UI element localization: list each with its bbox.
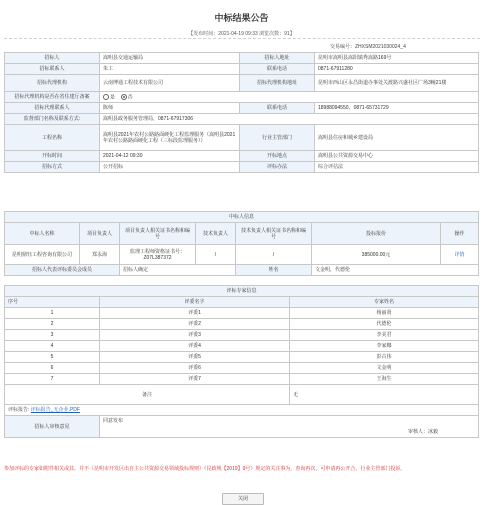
judge-name: 评委1 [100,308,290,319]
expert-name: 李家娜 [290,341,479,352]
value-industry-dept: 嵩明县住房和城乡建设局 [315,125,479,151]
table-row [5,341,479,352]
value-tender-method: 公开招标 [100,162,240,173]
close-button[interactable]: 关闭 [222,493,264,505]
winner-section-title: 中标人信息 [5,212,479,223]
judge-name: 评委6 [100,363,290,374]
col-judge: 评委名字 [100,297,290,308]
expert-seq: 3 [5,330,100,341]
judge-name: 评委3 [100,330,290,341]
label-agency-contact: 招标代理联系人 [5,103,100,114]
experts-table [4,285,479,438]
table-row [5,363,479,374]
winner-leader-cert: 监理工程师资格证书号：Z07L387372 [120,245,196,265]
radio-no[interactable] [121,94,127,100]
radio-yes-label: 是 [110,94,116,101]
label-tenderer: 招标人 [5,53,100,64]
value-opinion: 同意发布 [103,418,124,424]
page-title: 中标结果公告 [214,13,269,23]
col-seq: 序号 [5,297,100,308]
label-tender-method: 招标方式 [5,162,100,173]
winner-tech-leader: / [196,245,236,265]
label-agency-registered: 招标代理机构是否在省住建厅备案 [5,92,100,103]
label-agency: 招标代理机构 [5,75,100,92]
col-project-leader: 项目负责人 [80,223,120,245]
table-row [5,330,479,341]
label-rep-name: 姓名 [236,265,312,276]
winner-table [4,211,479,276]
winner-name: 昆明鼎钰工程咨询有限公司 [5,245,80,265]
expert-seq: 1 [5,308,100,319]
table-row [5,374,479,385]
expert-name: 文金明 [290,363,479,374]
value-phone: 0871-67911280 [315,64,479,75]
value-agency: 云南博通工程技术有限公司 [100,75,240,92]
expert-name: 李美君 [290,330,479,341]
auditor-name: 冰毅 [428,429,439,435]
trade-code: 交易编号：ZHXSM2021030024_4 [330,44,406,50]
table-row [5,319,479,330]
radio-no-label: 否 [127,94,133,101]
judge-name: 评委4 [100,341,290,352]
label-eval-method: 评标办法 [240,162,315,173]
winner-tech-cert: / [236,245,312,265]
table-row [5,352,479,363]
judge-name: 评委2 [100,319,290,330]
value-opening-place: 嵩明县公共资源交易中心 [315,151,479,162]
label-project-name: 工程名称 [5,125,100,151]
report-label: 评标报告: [8,407,30,413]
value-tenderer: 嵩明县交通运输局 [100,53,240,64]
judge-name: 评委7 [100,374,290,385]
expert-seq: 6 [5,363,100,374]
value-rep: 招标人确定 [120,265,236,276]
winner-leader: 郑永海 [80,245,120,265]
value-remarks: 无 [290,385,479,405]
experts-section-title: 评标专家信息 [5,286,479,297]
basic-info-table [4,52,479,173]
value-agency-phone: 18988094550、0871-65731729 [315,103,479,114]
expert-seq: 2 [5,319,100,330]
label-industry-dept: 行业主管部门 [240,125,315,151]
auditor [408,429,438,435]
value-project-name: 嵩明县2021年农村公路路面硬化工程监理服务（嵩明县2021年农村公路路面硬化工程（三标段监理服务）） [100,125,240,151]
auditor-label: 审核人： [408,429,429,435]
expert-name: 王海生 [290,374,479,385]
value-agency-contact: 陈师 [100,103,240,114]
opinion-cell [100,416,479,438]
expert-seq: 4 [5,341,100,352]
value-eval-method: 综合评估法 [315,162,479,173]
expert-seq: 5 [5,352,100,363]
table-row [5,245,479,265]
value-opening-time: 2021-04-12 09:30 [100,151,240,162]
label-phone: 联系电话 [240,64,315,75]
label-opening-place: 开标地点 [240,151,315,162]
col-winner-name: 中标人名称 [5,223,80,245]
value-tenderer-address: 昆明市嵩明县嵩阳镇秀嵩路169号 [315,53,479,64]
label-rep: 招标人代表评标委员会成员 [5,265,120,276]
label-opening-time: 开标时间 [5,151,100,162]
table-row [5,308,479,319]
label-agency-phone: 联系电话 [240,103,315,114]
winner-bid-price: 385000.00元 [312,245,441,265]
report-file-link[interactable]: 评标报告_无企业.PDF [30,407,80,413]
label-supervision: 监督部门名称及联系方式: [5,114,100,125]
col-bid-price: 投标报价 [312,223,441,245]
value-agency-address: 昆明市西山区永昌街道办事处关渡路兴盛社区广场3幢21楼 [315,75,479,92]
agency-registered-options [100,92,479,103]
col-action: 操作 [441,223,479,245]
expert-name: 杨丽贤 [290,308,479,319]
expert-seq: 7 [5,374,100,385]
publish-meta: 【发布时间：2021-04-19 09:33 浏览次数：91】 [188,31,295,37]
divider [4,38,480,39]
judge-name: 评委5 [100,352,290,363]
value-supervision: 嵩明县政务服务管理局，0871-67917306 [100,114,479,125]
col-tech-cert: 技术负责人相关证书名称和编号 [236,223,312,245]
col-tech-leader: 技术负责人 [196,223,236,245]
report-row [5,405,479,416]
col-expert: 专家姓名 [290,297,479,308]
value-rep-name: 文金明，代德伦 [312,265,479,276]
label-remarks: 备注 [5,385,290,405]
label-tenderer-address: 招标人地址 [240,53,315,64]
radio-yes[interactable] [103,94,109,100]
warning-notice: 参加评标的专家如附件相关或其、并不（昆明市开发区出自主公共资源交易领域投标规则）《昆政规【2019】9号》规定的关注事为，查询再次，可申请再公开合，行业主管部门投诉。 [4,466,406,472]
label-agency-address: 招标代理机构地址 [240,75,315,92]
label-opinion: 招标人审核意见 [5,416,100,438]
value-contact: 朱工 [100,64,240,75]
col-leader-cert: 项目负责人相关证书名称和编号 [120,223,196,245]
expert-name: 彭古伟 [290,352,479,363]
details-link[interactable]: 详情 [441,245,479,265]
expert-name: 代德伦 [290,319,479,330]
label-contact: 招标联系人 [5,64,100,75]
